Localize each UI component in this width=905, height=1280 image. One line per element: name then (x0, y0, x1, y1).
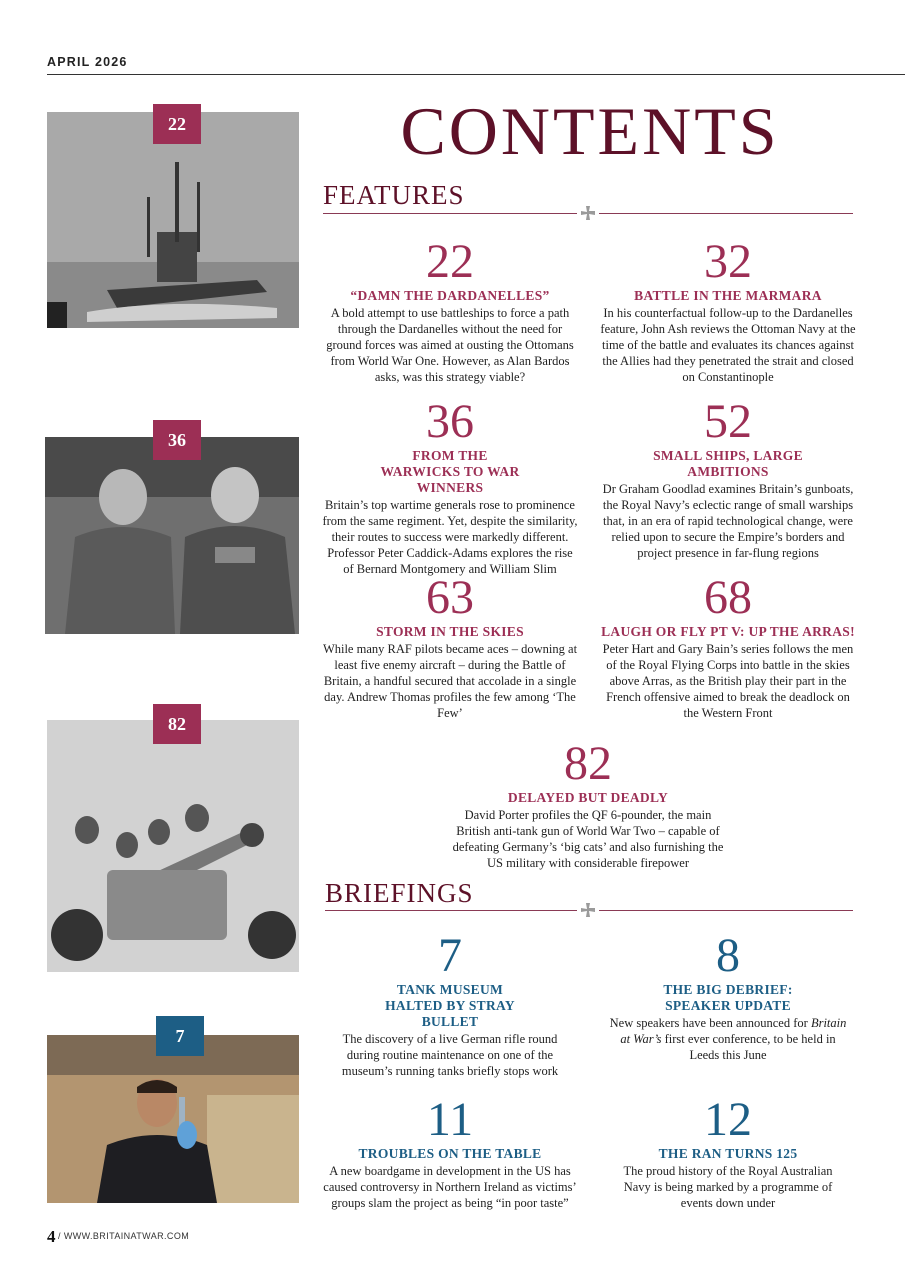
cross-icon (581, 206, 595, 220)
article-title: TROUBLES ON THE TABLE (358, 1146, 542, 1161)
page-badge-82: 82 (153, 704, 201, 744)
page-number: 68 (704, 571, 752, 624)
feature-entry[interactable] (600, 235, 856, 385)
article-title: THE BIG DEBRIEF: SPEAKER UPDATE (663, 982, 793, 1013)
page-badge-22: 22 (153, 104, 201, 144)
article-description (600, 1015, 856, 1063)
magazine-title: Britain at War’s (620, 1016, 847, 1046)
feature-entry[interactable] (448, 737, 728, 871)
briefing-entry[interactable] (600, 929, 856, 1063)
briefing-entry[interactable] (322, 1093, 578, 1211)
article-description: While many RAF pilots became aces – downing at least five enemy aircraft – during the Battle of Britain, a handful secured that accolade in a single day. Andrew Thomas profiles the few among ‘The Few’ (322, 642, 578, 720)
description-text: New speakers have been announced for (609, 1016, 811, 1030)
page-number: 12 (704, 1093, 752, 1146)
page-number: 8 (716, 929, 740, 982)
page-badge-36: 36 (153, 420, 201, 460)
briefings-rule-right (599, 910, 853, 911)
article-title: SMALL SHIPS, LARGE AMBITIONS (653, 448, 803, 479)
page-badge-7: 7 (156, 1016, 204, 1056)
article-description: A bold attempt to use battleships to force a path through the Dardanelles without the need for ground forces was aimed at ousting the Ottomans from World War One. However, as Alan Bardos asks, was this strategy viable? (326, 306, 574, 384)
battleship-photo (47, 112, 299, 328)
article-description: In his counterfactual follow-up to the Dardanelles feature, John Ash reviews the Ottoman Navy at the time of the battle and evaluates its chances against the Allies had they penetrated the strait and closed on Constantinople (600, 306, 856, 384)
footer-page-number: 4 (47, 1227, 56, 1246)
article-description: The discovery of a live German rifle round during routine maintenance on one of the museum’s running tanks briefly stops work (341, 1032, 559, 1078)
article-title: BATTLE IN THE MARMARA (634, 288, 822, 303)
page-number: 22 (426, 235, 474, 288)
features-heading: FEATURES (323, 180, 465, 210)
feature-entry[interactable] (322, 395, 578, 577)
article-description: Peter Hart and Gary Bain’s series follows the men of the Royal Flying Corps into battle in the skies above Arras, as the British play their part in the French offensive aimed to break the deadlock on the Western Front (602, 642, 854, 720)
issue-date: APRIL 2026 (47, 55, 128, 69)
article-description: David Porter profiles the QF 6-pounder, the main British anti-tank gun of World War Two – capable of defeating Germany’s ‘big cats’ and also furnishing the US military with considerable firepower (452, 808, 724, 870)
briefings-heading: BRIEFINGS (325, 878, 474, 908)
generals-photo (45, 437, 299, 634)
features-rule-left (323, 213, 577, 214)
antitank-gun-photo (47, 720, 299, 972)
page-number: 7 (438, 929, 462, 982)
briefing-entry[interactable] (600, 1093, 856, 1211)
article-description: The proud history of the Royal Australian Navy is being marked by a programme of events down under (623, 1164, 833, 1210)
header-rule (47, 74, 905, 75)
article-title: FROM THE WARWICKS TO WAR WINNERS (380, 448, 520, 495)
briefing-entry[interactable] (322, 929, 578, 1079)
footer-url-text: WWW.BRITAINATWAR.COM (63, 1231, 190, 1241)
article-description: A new boardgame in development in the US has caused controversy in Northern Ireland as victims’ groups slam the project as being “in poor taste” (323, 1164, 577, 1210)
feature-entry[interactable] (322, 235, 578, 385)
briefings-rule-left (325, 910, 577, 911)
page-number: 52 (704, 395, 752, 448)
article-title: STORM IN THE SKIES (376, 624, 524, 639)
feature-entry[interactable] (322, 571, 578, 721)
page-number: 36 (426, 395, 474, 448)
footer-url[interactable]: / WWW.BRITAINATWAR.COM (58, 1231, 190, 1241)
features-rule-right (599, 213, 853, 214)
article-title: DELAYED BUT DEADLY (507, 790, 669, 805)
page-number: 82 (564, 737, 612, 790)
page-number: 63 (426, 571, 474, 624)
cross-icon (581, 903, 595, 917)
article-description: Britain’s top wartime generals rose to prominence from the same regiment. Yet, despite the similarity, their routes to success were markedly different. Professor Peter Caddick-Adams explores the rise of Bernard Montgomery and William Slim (322, 498, 578, 576)
article-description: Dr Graham Goodlad examines Britain’s gunboats, the Royal Navy’s eclectic range of small warships that, in an era of rapid technological change, were relied upon to secure the Empire’s borders and project presence in far-flung regions (602, 482, 854, 560)
feature-entry[interactable] (600, 395, 856, 561)
article-title: “DAMN THE DARDANELLES” (350, 288, 550, 303)
page-number: 32 (704, 235, 752, 288)
museum-worker-photo (47, 1035, 299, 1203)
article-title: TANK MUSEUM HALTED BY STRAY BULLET (385, 982, 515, 1029)
article-title: LAUGH OR FLY PT V: UP THE ARRAS! (601, 624, 855, 639)
description-text: first ever conference, to be held in Leeds this June (661, 1032, 836, 1062)
feature-entry[interactable] (600, 571, 856, 721)
article-title: THE RAN TURNS 125 (658, 1146, 798, 1161)
page-number: 11 (426, 1093, 474, 1146)
page-title: CONTENTS (400, 93, 780, 169)
